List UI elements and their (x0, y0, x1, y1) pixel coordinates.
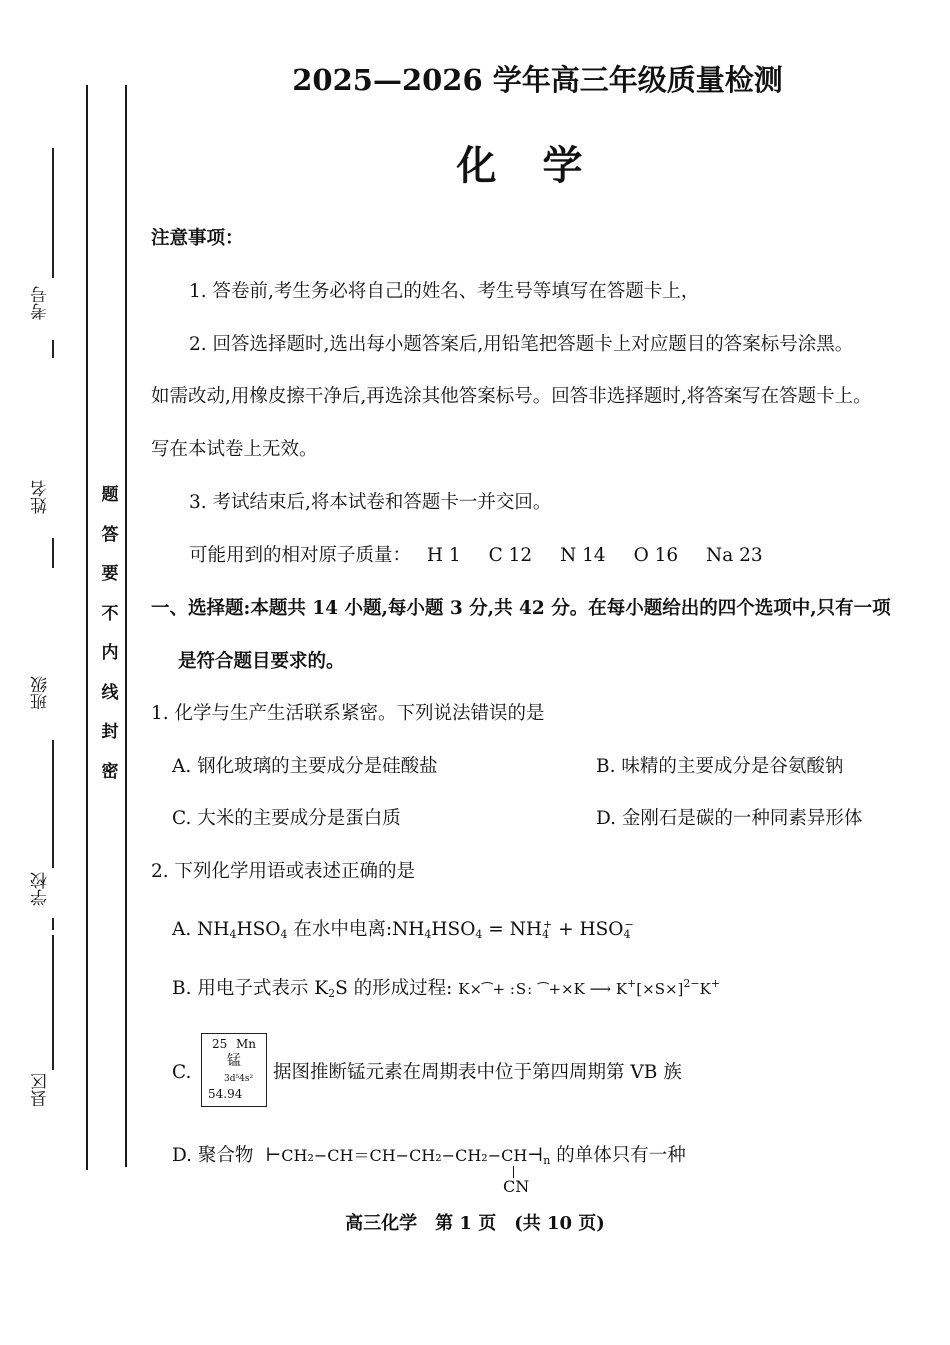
seal-char: 封 (101, 722, 119, 742)
seal-char: 答 (101, 524, 119, 545)
section-1-line-2: 是符合题目要求的。 (178, 651, 345, 672)
field-district-label: 县区 (31, 1073, 51, 1107)
mn-atomic-number: 25 (212, 1037, 228, 1051)
notice-item-2-line-1: 2. 回答选择题时,选出每小题答案后,用铅笔把答题卡上对应题目的答案标号涂黑。 (189, 334, 854, 355)
field-school-line (52, 758, 54, 868)
mn-electron-config: 3d⁵4s² (224, 1074, 254, 1084)
subject-title: 化学 (456, 142, 629, 189)
seal-char: 密 (101, 761, 119, 782)
q2-a-prefix: A. NH (172, 919, 230, 940)
seal-notice (98, 476, 122, 792)
q2-option-c-text[interactable]: 据图推断锰元素在周期表中位于第四周期第 VB 族 (273, 1062, 682, 1083)
q2-a-equation: $NH_4HSO_4 = NH_4^+ + HSO_4^-$ (392, 918, 634, 941)
atomic-mass-h: H 1 (426, 545, 461, 566)
seal-char: 题 (101, 485, 119, 505)
q2-b-text-2: S 的形成过程: (335, 978, 453, 999)
q1-option-d[interactable]: D. 金刚石是碳的一种同素异形体 (596, 808, 863, 829)
q2-option-d[interactable] (172, 1143, 686, 1174)
q2-option-b[interactable]: B. 用电子式表示 $K_2S$ 的形成过程: K×⁀+ :S: ⁀+×K ⟶ $K^+[\times S\times]^{2-}K^+$ (172, 977, 721, 1000)
polymer-bracket-right: ⊣ (527, 1145, 544, 1166)
field-school-label: 学校 (31, 872, 51, 906)
section-1-line-1: 一、选择题:本题共 14 小题,每小题 3 分,共 42 分。在每小题给出的四个选项中,只有一项 (151, 598, 891, 619)
q2-a-text: 在水中电离: (287, 919, 393, 940)
polymer-branch-cn: CN (503, 1177, 530, 1196)
polymer-chain: CH₂−CH＝CH−CH₂−CH₂−CH (281, 1146, 528, 1165)
polymer-n: n (543, 1154, 551, 1167)
seal-char: 线 (101, 682, 119, 703)
mn-atomic-mass: 54.94 (208, 1087, 243, 1101)
binding-line-outer (86, 85, 88, 1170)
notice-item-3: 3. 考试结束后,将本试卷和答题卡一并交回。 (189, 492, 552, 513)
q1-stem: 1. 化学与生产生活联系紧密。下列说法错误的是 (151, 703, 545, 724)
field-district-line (52, 935, 54, 1070)
field-exam-number-line-lower (52, 340, 54, 358)
field-district[interactable] (30, 935, 56, 1115)
mn-symbol: Mn (236, 1037, 257, 1051)
notice-item-2-line-3: 写在本试卷上无效。 (151, 439, 318, 460)
field-class[interactable] (30, 676, 56, 766)
exam-title: 2025—2026 学年高三年级质量检测 (292, 63, 783, 97)
field-name-line (52, 538, 54, 568)
q1-option-a[interactable]: A. 钢化玻璃的主要成分是硅酸盐 (172, 756, 438, 777)
q2-option-c-label[interactable]: C. (172, 1062, 192, 1083)
page-footer: 高三化学 第 1 页 (共 10 页) (345, 1213, 605, 1234)
field-name-label: 姓名 (31, 480, 51, 514)
atomic-mass-na: Na 23 (706, 545, 763, 566)
atomic-mass-label: 可能用到的相对原子质量： (189, 545, 412, 566)
field-exam-number-label: 考号 (31, 286, 51, 320)
notice-item-2-line-2: 如需改动,用橡皮擦干净后,再选涂其他答案标号。回答非选择题时,将答案写在答题卡上。 (151, 386, 872, 407)
notice-heading: 注意事项： (151, 228, 244, 249)
field-school-line-lower (52, 918, 54, 930)
field-school[interactable] (30, 758, 56, 928)
notice-item-1: 1. 答卷前,考生务必将自己的姓名、考生号等填写在答题卡上， (189, 281, 700, 302)
polymer-bracket-left: ⊢ (265, 1145, 282, 1166)
atomic-mass-row (189, 543, 763, 569)
q2-option-a[interactable]: A. $NH_4HSO_4$ 在水中电离$:NH_4HSO_4 = NH_4^+ + HSO_4^-$ (172, 918, 634, 941)
manganese-element-card (201, 1033, 267, 1107)
q2-a-mid: HSO (236, 919, 281, 940)
atomic-mass-o: O 16 (633, 545, 679, 566)
q2-stem: 2. 下列化学用语或表述正确的是 (151, 861, 416, 882)
atomic-mass-c: C 12 (488, 545, 533, 566)
q1-option-c[interactable]: C. 大米的主要成分是蛋白质 (172, 808, 401, 829)
field-name[interactable] (30, 480, 56, 560)
k2s-electron-formula: K×⁀+ :S: ⁀+×K ⟶ $K^+[\times S\times]^{2-}K^+$ (458, 977, 721, 998)
seal-char: 要 (101, 564, 119, 584)
seal-char: 不 (101, 603, 119, 624)
q2-d-prefix: D. 聚合物 (172, 1145, 254, 1166)
q2-d-suffix: 的单体只有一种 (556, 1145, 686, 1166)
mn-name: 锰 (227, 1053, 241, 1069)
q2-b-text: B. 用电子式表示 K (172, 978, 329, 999)
binding-line-inner (125, 85, 127, 1167)
field-class-label: 班级 (31, 676, 51, 710)
seal-char: 内 (101, 643, 119, 663)
q1-option-b[interactable]: B. 味精的主要成分是谷氨酸钠 (596, 756, 844, 777)
atomic-mass-n: N 14 (560, 545, 606, 566)
